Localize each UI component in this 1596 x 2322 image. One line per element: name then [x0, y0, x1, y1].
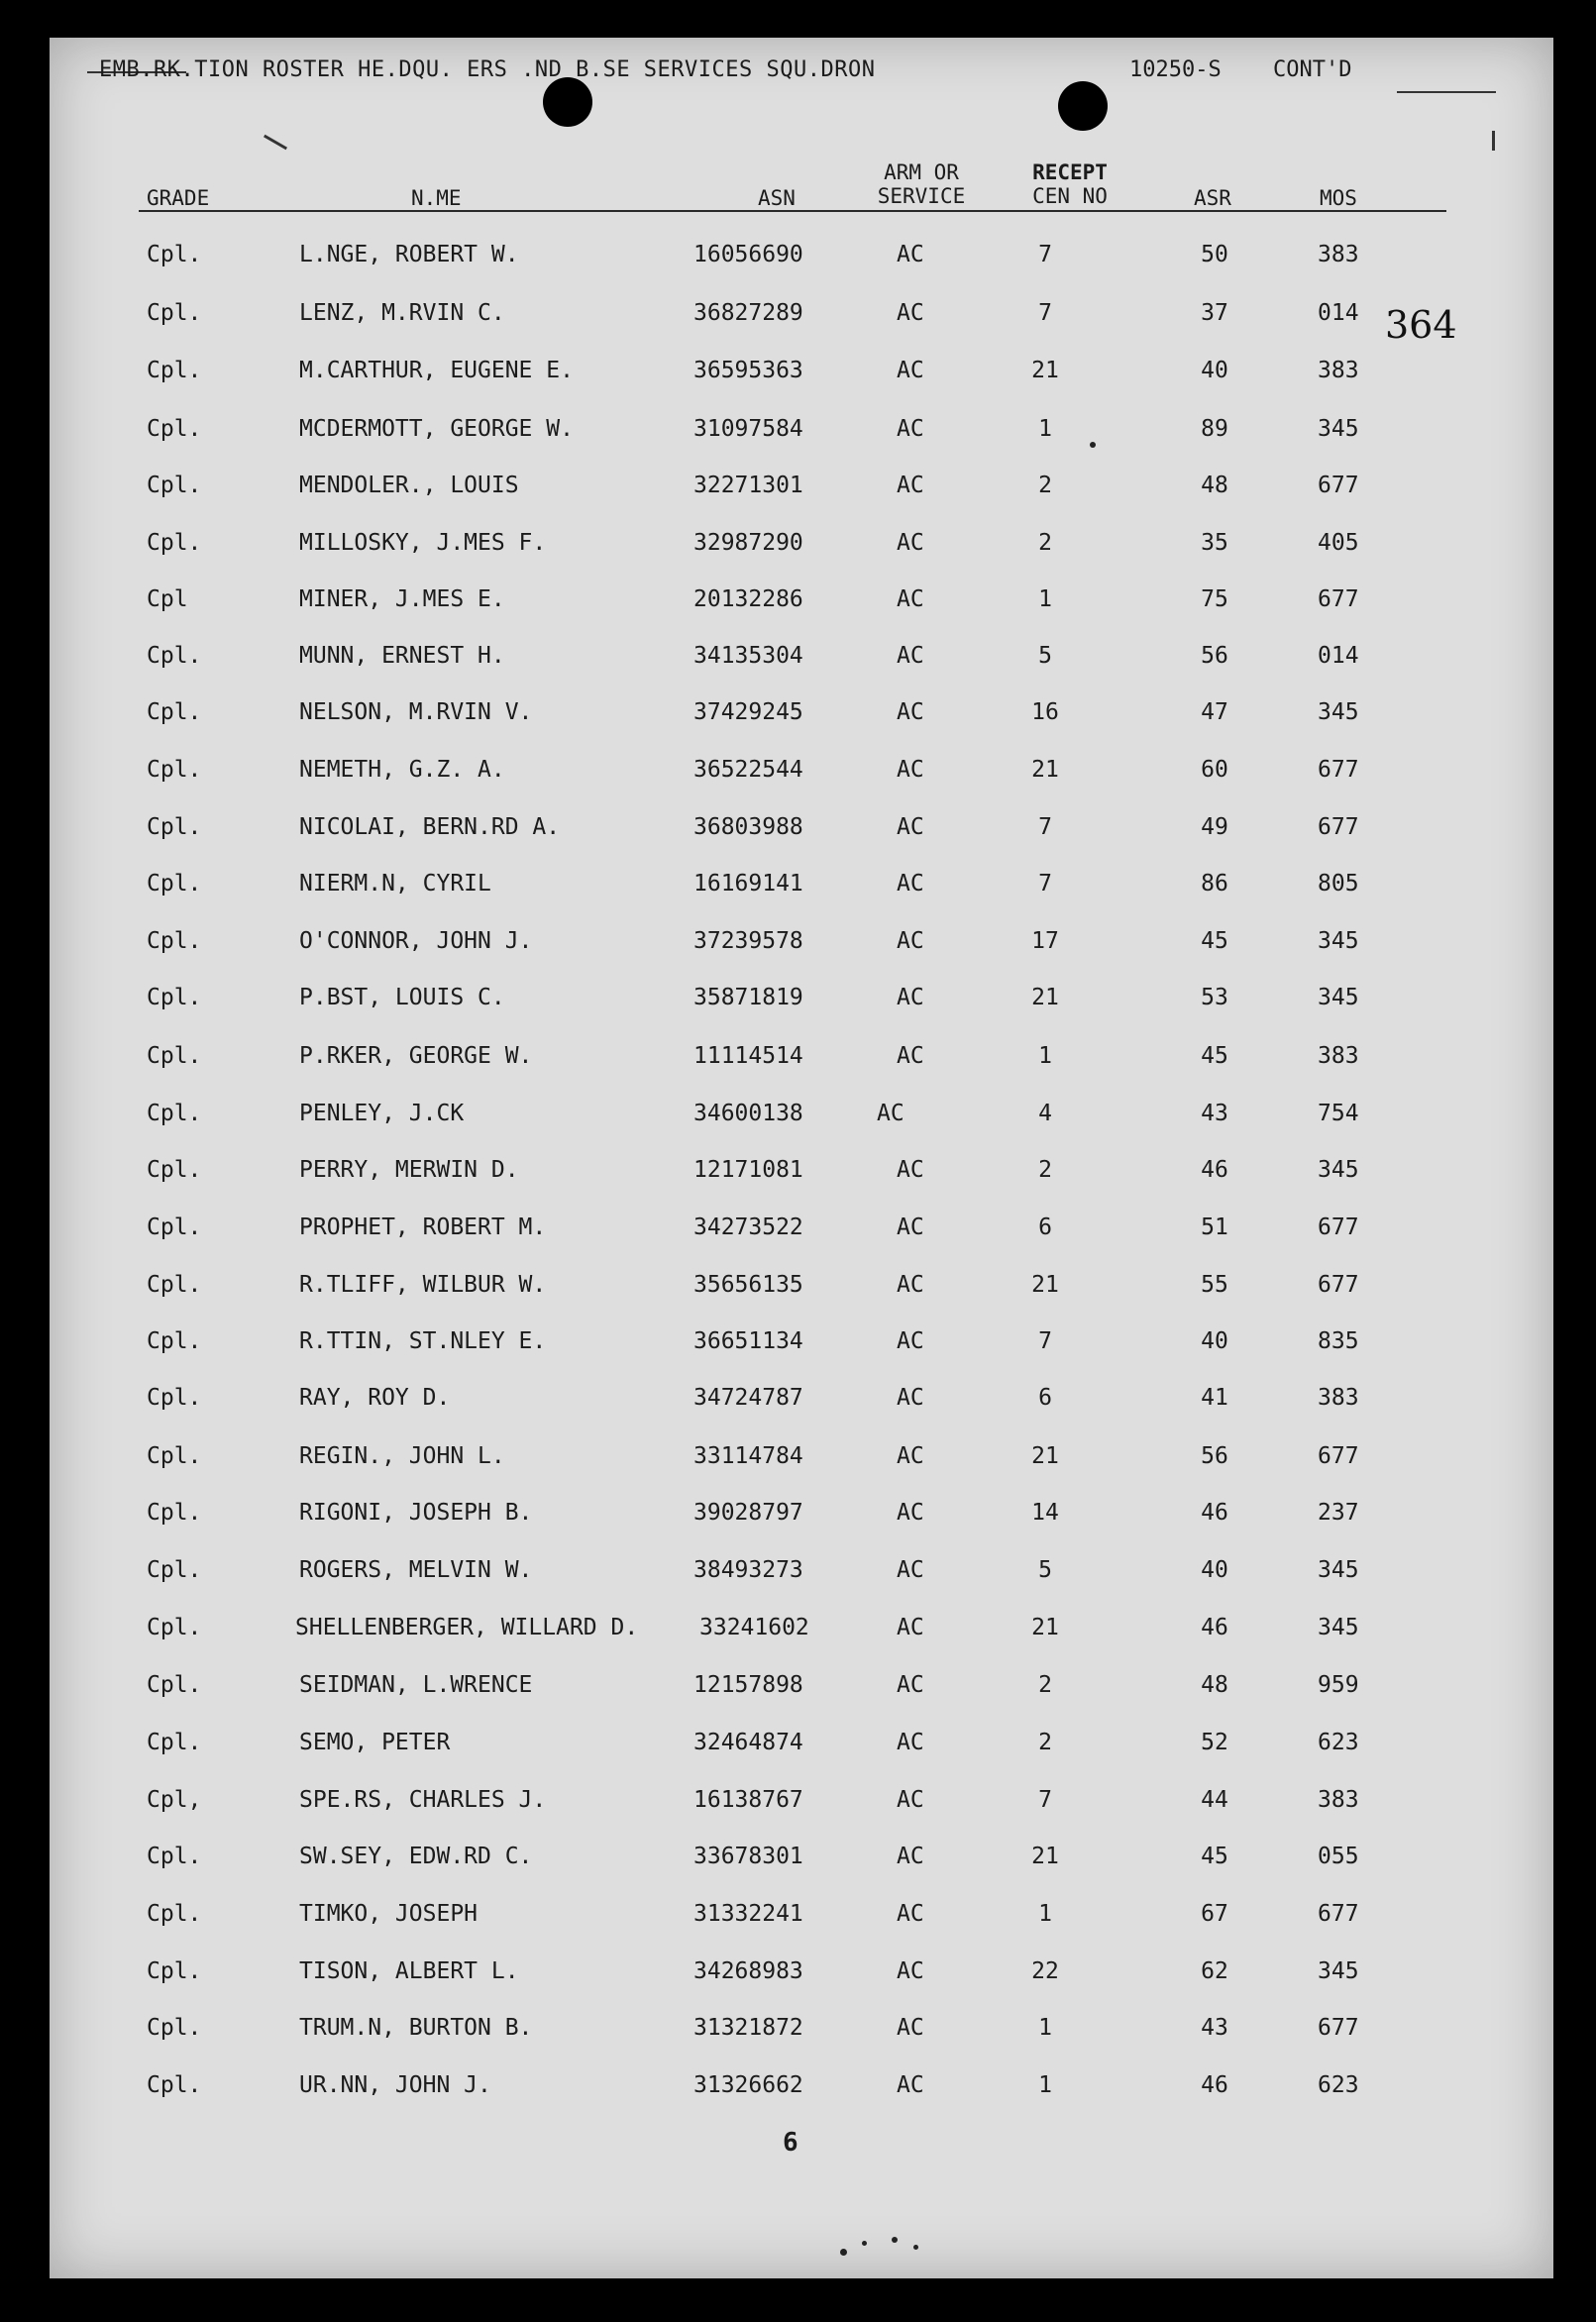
table-row: [0, 699, 1596, 739]
name-cell: NIERM.N, CYRIL: [299, 871, 491, 897]
mos-cell: 345: [1318, 1157, 1359, 1183]
roster-title: EMB.RK.TION ROSTER HE.DQU. ERS .ND B.SE SERVICES SQU.DRON: [99, 57, 876, 82]
mos-cell: 345: [1318, 416, 1359, 442]
mos-cell: 014: [1318, 643, 1359, 669]
name-cell: SEIDMAN, L.WRENCE: [299, 1672, 533, 1698]
asn-cell: 31097584: [693, 416, 803, 442]
arm-cell: AC: [897, 1157, 924, 1183]
mos-cell: 383: [1318, 1787, 1359, 1813]
table-row: [0, 1615, 1596, 1654]
cen-cell: 7: [1038, 871, 1052, 897]
cen-cell: 21: [1031, 985, 1059, 1010]
asr-cell: 46: [1201, 1157, 1228, 1183]
grade-cell: Cpl.: [147, 928, 202, 954]
table-row: [0, 985, 1596, 1024]
table-row: [0, 1043, 1596, 1083]
arm-cell: AC: [897, 643, 924, 669]
column-header-mos: MOS: [1320, 186, 1357, 210]
name-cell: SHELLENBERGER, WILLARD D.: [295, 1615, 639, 1640]
grade-cell: Cpl.: [147, 300, 202, 326]
mos-cell: 754: [1318, 1101, 1359, 1126]
table-row: [0, 416, 1596, 456]
asn-cell: 34135304: [693, 643, 803, 669]
mos-cell: 345: [1318, 1557, 1359, 1583]
grade-cell: Cpl.: [147, 985, 202, 1010]
table-row: [0, 1157, 1596, 1197]
column-header-arm-line1: ARM OR: [884, 160, 959, 184]
asn-cell: 38493273: [693, 1557, 803, 1583]
cen-cell: 22: [1031, 1958, 1059, 1984]
arm-cell: AC: [897, 928, 924, 954]
arm-cell: AC: [897, 699, 924, 725]
name-cell: SPE.RS, CHARLES J.: [299, 1787, 547, 1813]
name-cell: MUNN, ERNEST H.: [299, 643, 505, 669]
mos-cell: 835: [1318, 1328, 1359, 1354]
table-row: [0, 1328, 1596, 1368]
cen-cell: 7: [1038, 300, 1052, 326]
arm-cell: AC: [897, 1500, 924, 1526]
mos-cell: 677: [1318, 757, 1359, 783]
name-cell: PROPHET, ROBERT M.: [299, 1214, 547, 1240]
asr-cell: 35: [1201, 530, 1228, 556]
arm-cell: AC: [897, 1272, 924, 1298]
name-cell: REGIN., JOHN L.: [299, 1443, 505, 1469]
asr-cell: 41: [1201, 1385, 1228, 1411]
grade-cell: Cpl.: [147, 1557, 202, 1583]
table-row: [0, 2072, 1596, 2112]
asn-cell: 35656135: [693, 1272, 803, 1298]
cen-cell: 5: [1038, 1557, 1052, 1583]
asr-cell: 53: [1201, 985, 1228, 1010]
asr-cell: 55: [1201, 1272, 1228, 1298]
asn-cell: 31321872: [693, 2015, 803, 2041]
punch-hole-right: [1058, 81, 1108, 131]
grade-cell: Cpl.: [147, 1101, 202, 1126]
mos-cell: 345: [1318, 1615, 1359, 1640]
name-cell: TIMKO, JOSEPH: [299, 1901, 479, 1927]
table-row: [0, 1443, 1596, 1483]
cen-cell: 21: [1031, 1443, 1059, 1469]
asr-cell: 50: [1201, 242, 1228, 267]
table-row: [0, 871, 1596, 910]
name-cell: NELSON, M.RVIN V.: [299, 699, 533, 725]
table-row: [0, 814, 1596, 854]
arm-cell: AC: [897, 1043, 924, 1069]
grade-cell: Cpl.: [147, 1844, 202, 1869]
asr-cell: 46: [1201, 1615, 1228, 1640]
mos-cell: 623: [1318, 2072, 1359, 2098]
asr-cell: 86: [1201, 871, 1228, 897]
arm-cell: AC: [897, 242, 924, 267]
table-row: [0, 586, 1596, 626]
grade-cell: Cpl: [147, 586, 188, 612]
grade-cell: Cpl.: [147, 1958, 202, 1984]
mos-cell: 014: [1318, 300, 1359, 326]
asn-cell: 12157898: [693, 1672, 803, 1698]
mos-cell: 345: [1318, 699, 1359, 725]
cen-cell: 21: [1031, 1272, 1059, 1298]
asr-cell: 51: [1201, 1214, 1228, 1240]
asn-cell: 35871819: [693, 985, 803, 1010]
asr-cell: 45: [1201, 1043, 1228, 1069]
name-cell: MCDERMOTT, GEORGE W.: [299, 416, 574, 442]
mos-cell: 623: [1318, 1730, 1359, 1755]
arm-cell: AC: [897, 586, 924, 612]
grade-cell: Cpl.: [147, 473, 202, 498]
cen-cell: 21: [1031, 757, 1059, 783]
asr-cell: 45: [1201, 1844, 1228, 1869]
name-cell: LENZ, M.RVIN C.: [299, 300, 505, 326]
grade-cell: Cpl.: [147, 757, 202, 783]
grade-cell: Cpl.: [147, 358, 202, 383]
table-row: [0, 242, 1596, 281]
grade-cell: Cpl.: [147, 1615, 202, 1640]
asn-cell: 32271301: [693, 473, 803, 498]
cen-cell: 2: [1038, 1157, 1052, 1183]
asr-cell: 45: [1201, 928, 1228, 954]
name-cell: UR.NN, JOHN J.: [299, 2072, 491, 2098]
asn-cell: 32987290: [693, 530, 803, 556]
arm-cell: AC: [897, 1443, 924, 1469]
name-cell: SW.SEY, EDW.RD C.: [299, 1844, 533, 1869]
arm-cell: AC: [897, 1844, 924, 1869]
cen-cell: 1: [1038, 416, 1052, 442]
asr-cell: 37: [1201, 300, 1228, 326]
grade-cell: Cpl.: [147, 1328, 202, 1354]
asn-cell: 36522544: [693, 757, 803, 783]
table-row: [0, 1101, 1596, 1140]
column-header-grade: GRADE: [147, 186, 210, 210]
grade-cell: Cpl.: [147, 643, 202, 669]
name-cell: R.TLIFF, WILBUR W.: [299, 1272, 547, 1298]
grade-cell: Cpl.: [147, 1672, 202, 1698]
table-row: [0, 1500, 1596, 1539]
arm-cell: AC: [897, 1214, 924, 1240]
arm-cell: AC: [897, 871, 924, 897]
mos-cell: 345: [1318, 985, 1359, 1010]
right-edge-mark: [1397, 91, 1496, 93]
name-cell: MENDOLER., LOUIS: [299, 473, 519, 498]
cen-cell: 5: [1038, 643, 1052, 669]
arm-cell: AC: [897, 416, 924, 442]
mos-cell: 383: [1318, 1385, 1359, 1411]
cen-cell: 7: [1038, 1787, 1052, 1813]
table-row: [0, 1385, 1596, 1425]
arm-cell: AC: [877, 1101, 904, 1126]
grade-cell: Cpl.: [147, 242, 202, 267]
name-cell: MINER, J.MES E.: [299, 586, 505, 612]
mos-cell: 677: [1318, 1901, 1359, 1927]
name-cell: R.TTIN, ST.NLEY E.: [299, 1328, 547, 1354]
cen-cell: 1: [1038, 1901, 1052, 1927]
grade-cell: Cpl.: [147, 2072, 202, 2098]
mos-cell: 805: [1318, 871, 1359, 897]
grade-cell: Cpl.: [147, 1385, 202, 1411]
asr-cell: 49: [1201, 814, 1228, 840]
cen-cell: 21: [1031, 358, 1059, 383]
table-row: [0, 358, 1596, 397]
arm-cell: AC: [897, 1557, 924, 1583]
asr-cell: 52: [1201, 1730, 1228, 1755]
grade-cell: Cpl.: [147, 1272, 202, 1298]
asn-cell: 34268983: [693, 1958, 803, 1984]
arm-cell: AC: [897, 757, 924, 783]
asr-cell: 60: [1201, 757, 1228, 783]
column-header-name: N.ME: [411, 186, 462, 210]
grade-cell: Cpl.: [147, 1157, 202, 1183]
asn-cell: 31326662: [693, 2072, 803, 2098]
name-cell: O'CONNOR, JOHN J.: [299, 928, 533, 954]
cen-cell: 7: [1038, 242, 1052, 267]
ink-speck: [892, 2237, 898, 2243]
asr-cell: 56: [1201, 1443, 1228, 1469]
mos-cell: 383: [1318, 242, 1359, 267]
grade-cell: Cpl.: [147, 1043, 202, 1069]
grade-cell: Cpl.: [147, 1214, 202, 1240]
cen-cell: 21: [1031, 1615, 1059, 1640]
asn-cell: 34600138: [693, 1101, 803, 1126]
mos-cell: 055: [1318, 1844, 1359, 1869]
cen-cell: 16: [1031, 699, 1059, 725]
asr-cell: 40: [1201, 1328, 1228, 1354]
table-row: [0, 1901, 1596, 1941]
ink-speck: [913, 2245, 918, 2250]
table-row: [0, 643, 1596, 683]
grade-cell: Cpl,: [147, 1787, 202, 1813]
asr-cell: 62: [1201, 1958, 1228, 1984]
cen-cell: 1: [1038, 2072, 1052, 2098]
name-cell: NEMETH, G.Z. A.: [299, 757, 505, 783]
cen-cell: 14: [1031, 1500, 1059, 1526]
asr-cell: 75: [1201, 586, 1228, 612]
mos-cell: 345: [1318, 1958, 1359, 1984]
grade-cell: Cpl.: [147, 871, 202, 897]
asn-cell: 37239578: [693, 928, 803, 954]
table-row: [0, 300, 1596, 340]
cen-cell: 17: [1031, 928, 1059, 954]
asn-cell: 32464874: [693, 1730, 803, 1755]
cen-cell: 1: [1038, 586, 1052, 612]
asn-cell: 39028797: [693, 1500, 803, 1526]
arm-cell: AC: [897, 2015, 924, 2041]
asn-cell: 36651134: [693, 1328, 803, 1354]
cen-cell: 7: [1038, 1328, 1052, 1354]
arm-cell: AC: [897, 1958, 924, 1984]
cen-cell: 2: [1038, 1672, 1052, 1698]
arm-cell: AC: [897, 530, 924, 556]
asr-cell: 89: [1201, 416, 1228, 442]
cen-cell: 4: [1038, 1101, 1052, 1126]
mos-cell: 677: [1318, 1214, 1359, 1240]
asn-cell: 16138767: [693, 1787, 803, 1813]
name-cell: M.CARTHUR, EUGENE E.: [299, 358, 574, 383]
table-row: [0, 757, 1596, 796]
asr-cell: 43: [1201, 2015, 1228, 2041]
table-row: [0, 1557, 1596, 1597]
grade-cell: Cpl.: [147, 1443, 202, 1469]
arm-cell: AC: [897, 473, 924, 498]
table-row: [0, 530, 1596, 570]
asr-cell: 48: [1201, 473, 1228, 498]
arm-cell: AC: [897, 1730, 924, 1755]
arm-cell: AC: [897, 1672, 924, 1698]
mos-cell: 677: [1318, 586, 1359, 612]
name-cell: NICOLAI, BERN.RD A.: [299, 814, 561, 840]
table-row: [0, 1787, 1596, 1827]
table-row: [0, 1272, 1596, 1312]
arm-cell: AC: [897, 1901, 924, 1927]
asr-cell: 47: [1201, 699, 1228, 725]
punch-hole-left: [543, 77, 592, 127]
asr-cell: 40: [1201, 358, 1228, 383]
asn-cell: 16169141: [693, 871, 803, 897]
name-cell: SEMO, PETER: [299, 1730, 451, 1755]
footer-page-number: 6: [783, 2128, 798, 2158]
table-row: [0, 1672, 1596, 1712]
arm-cell: AC: [897, 2072, 924, 2098]
cen-cell: 6: [1038, 1214, 1052, 1240]
cen-cell: 1: [1038, 1043, 1052, 1069]
grade-cell: Cpl.: [147, 1730, 202, 1755]
asn-cell: 34724787: [693, 1385, 803, 1411]
column-header-asn: ASN: [758, 186, 796, 210]
name-cell: TISON, ALBERT L.: [299, 1958, 519, 1984]
asn-cell: 36827289: [693, 300, 803, 326]
cen-cell: 1: [1038, 2015, 1052, 2041]
name-cell: RIGONI, JOSEPH B.: [299, 1500, 533, 1526]
right-tick-mark: [1492, 131, 1495, 151]
name-cell: P.BST, LOUIS C.: [299, 985, 505, 1010]
column-header-cen-line1: RECEPT: [1032, 160, 1108, 184]
asr-cell: 46: [1201, 1500, 1228, 1526]
asr-cell: 56: [1201, 643, 1228, 669]
arm-cell: AC: [897, 300, 924, 326]
arm-cell: AC: [897, 985, 924, 1010]
name-cell: PERRY, MERWIN D.: [299, 1157, 519, 1183]
asn-cell: 33241602: [699, 1615, 809, 1640]
asn-cell: 36803988: [693, 814, 803, 840]
grade-cell: Cpl.: [147, 814, 202, 840]
asn-cell: 34273522: [693, 1214, 803, 1240]
page-stamp-number: 364: [1385, 303, 1457, 347]
cen-cell: 2: [1038, 473, 1052, 498]
arm-cell: AC: [897, 1615, 924, 1640]
column-header-reception-center: [1015, 160, 1124, 208]
mos-cell: 383: [1318, 358, 1359, 383]
table-row: [0, 473, 1596, 512]
asn-cell: 31332241: [693, 1901, 803, 1927]
mos-cell: 677: [1318, 814, 1359, 840]
name-cell: ROGERS, MELVIN W.: [299, 1557, 533, 1583]
name-cell: MILLOSKY, J.MES F.: [299, 530, 547, 556]
mos-cell: 959: [1318, 1672, 1359, 1698]
table-row: [0, 2015, 1596, 2055]
squadron-code: 10250-S: [1129, 57, 1222, 82]
header-rule: [139, 210, 1446, 212]
ink-speck: [862, 2241, 867, 2246]
column-header-cen-line2: CEN NO: [1032, 184, 1108, 208]
grade-cell: Cpl.: [147, 1901, 202, 1927]
mos-cell: 677: [1318, 473, 1359, 498]
asn-cell: 33114784: [693, 1443, 803, 1469]
asr-cell: 67: [1201, 1901, 1228, 1927]
mos-cell: 383: [1318, 1043, 1359, 1069]
asn-cell: 12171081: [693, 1157, 803, 1183]
name-cell: P.RKER, GEORGE W.: [299, 1043, 533, 1069]
cen-cell: 21: [1031, 1844, 1059, 1869]
asr-cell: 40: [1201, 1557, 1228, 1583]
name-cell: PENLEY, J.CK: [299, 1101, 465, 1126]
table-row: [0, 928, 1596, 968]
arm-cell: AC: [897, 1385, 924, 1411]
asn-cell: 11114514: [693, 1043, 803, 1069]
grade-cell: Cpl.: [147, 530, 202, 556]
asn-cell: 33678301: [693, 1844, 803, 1869]
mos-cell: 677: [1318, 1272, 1359, 1298]
table-row: [0, 1214, 1596, 1254]
name-cell: TRUM.N, BURTON B.: [299, 2015, 533, 2041]
cen-cell: 2: [1038, 530, 1052, 556]
grade-cell: Cpl.: [147, 1500, 202, 1526]
mos-cell: 237: [1318, 1500, 1359, 1526]
column-header-arm-line2: SERVICE: [877, 184, 966, 208]
grade-cell: Cpl.: [147, 416, 202, 442]
mos-cell: 405: [1318, 530, 1359, 556]
asr-cell: 44: [1201, 1787, 1228, 1813]
grade-cell: Cpl.: [147, 699, 202, 725]
continued-label: CONT'D: [1273, 57, 1352, 82]
arm-cell: AC: [897, 1328, 924, 1354]
table-row: [0, 1730, 1596, 1769]
cen-cell: 2: [1038, 1730, 1052, 1755]
table-row: [0, 1958, 1596, 1998]
column-header-asr: ASR: [1194, 186, 1231, 210]
name-cell: RAY, ROY D.: [299, 1385, 451, 1411]
asn-cell: 16056690: [693, 242, 803, 267]
mos-cell: 677: [1318, 2015, 1359, 2041]
mos-cell: 345: [1318, 928, 1359, 954]
mos-cell: 677: [1318, 1443, 1359, 1469]
column-header-arm-or-service: [862, 160, 981, 208]
asn-cell: 20132286: [693, 586, 803, 612]
arm-cell: AC: [897, 1787, 924, 1813]
asr-cell: 43: [1201, 1101, 1228, 1126]
arm-cell: AC: [897, 358, 924, 383]
arm-cell: AC: [897, 814, 924, 840]
asn-cell: 36595363: [693, 358, 803, 383]
grade-cell: Cpl.: [147, 2015, 202, 2041]
asn-cell: 37429245: [693, 699, 803, 725]
name-cell: L.NGE, ROBERT W.: [299, 242, 519, 267]
cen-cell: 6: [1038, 1385, 1052, 1411]
ink-speck: [840, 2249, 847, 2256]
asr-cell: 46: [1201, 2072, 1228, 2098]
table-row: [0, 1844, 1596, 1883]
cen-cell: 7: [1038, 814, 1052, 840]
asr-cell: 48: [1201, 1672, 1228, 1698]
